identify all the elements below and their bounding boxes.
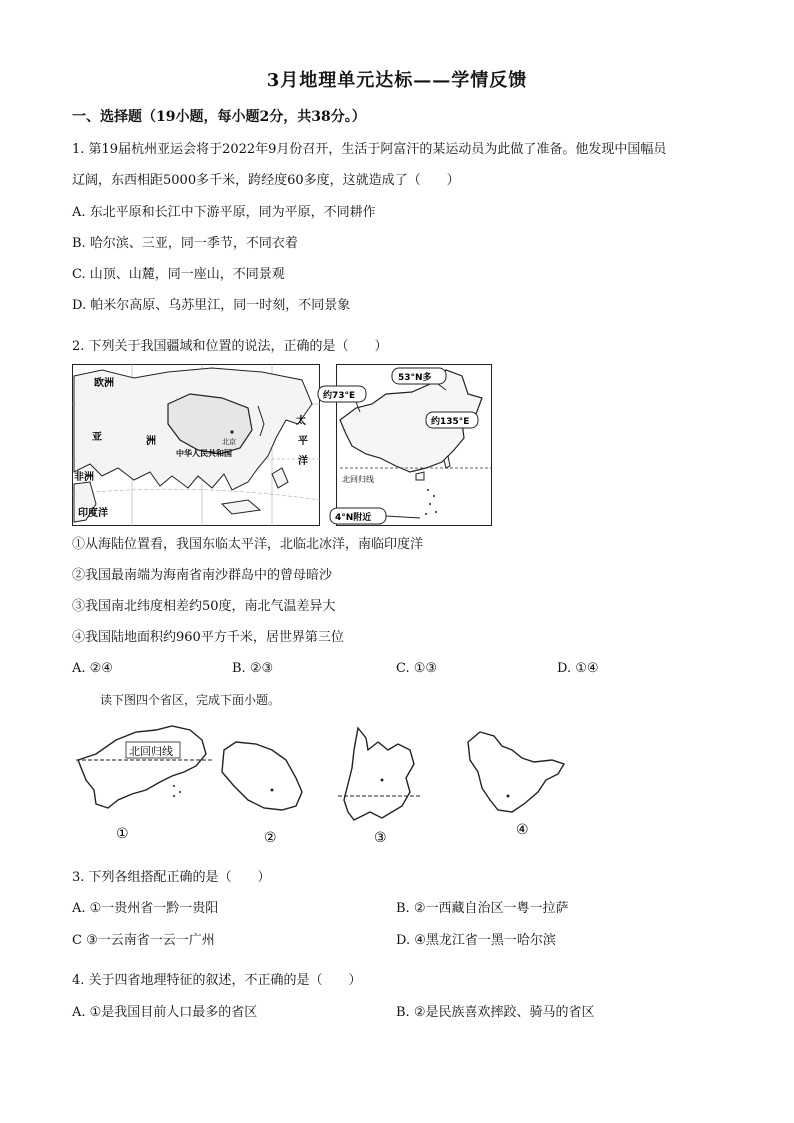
province-outlines — [76, 720, 576, 850]
callout-73e: 约73°E — [323, 391, 356, 401]
q4-stem: 4. 关于四省地理特征的叙述，不正确的是（ ） — [72, 973, 362, 988]
map-label-yang: 洋 — [298, 456, 308, 467]
province-3-number: ③ — [374, 830, 387, 846]
q1-stem-line2: 辽阔，东西相距5000多千米，跨经度60多度，这就造成了（ ） — [72, 173, 460, 188]
q1-option-c: C. 山顶、山麓，同一座山，不同景观 — [72, 267, 285, 282]
q2-option-c: C. ①③ — [396, 661, 438, 676]
map-label-europe: 欧洲 — [94, 378, 114, 389]
q2-option-d: D. ①④ — [557, 661, 599, 676]
q2-statement-2: ②我国最南端为海南省南沙群岛中的曾母暗沙 — [72, 568, 333, 583]
q2-stem: 2. 下列关于我国疆域和位置的说法，正确的是（ ） — [72, 339, 388, 354]
map-label-beijing: 北京 — [222, 438, 236, 446]
q4-option-a: A. ①是我国目前人口最多的省区 — [72, 1005, 258, 1020]
province-1-number: ① — [116, 826, 129, 842]
q1-option-a: A. 东北平原和长江中下游平原，同为平原，不同耕作 — [72, 205, 376, 220]
q1-option-d: D. 帕米尔高原、乌苏里江，同一时刻，不同景象 — [72, 298, 351, 313]
map-label-tai: 太 — [296, 416, 306, 427]
label-tropic-of-cancer: 北回归线 — [342, 475, 374, 484]
map-label-ya: 亚 — [92, 432, 102, 443]
section-heading: 一、选择题（19小题，每小题2分，共38分。） — [72, 109, 366, 125]
q3-option-c: C ③一云南省一云一广州 — [72, 933, 215, 948]
q3-option-a: A. ①一贵州省一黔一贵阳 — [72, 901, 219, 916]
map-label-prc: 中华人民共和国 — [176, 449, 232, 458]
province-4-number: ④ — [516, 822, 529, 838]
callout-53n: 53°N多 — [398, 373, 432, 383]
province-2-outline — [222, 742, 302, 846]
asia-location-map — [72, 364, 320, 526]
china-extent-map — [316, 364, 492, 526]
q3-stem: 3. 下列各组搭配正确的是（ ） — [72, 870, 271, 885]
q2-option-a: A. ②④ — [72, 661, 113, 676]
q2-statement-1: ①从海陆位置看，我国东临太平洋，北临北冰洋，南临印度洋 — [72, 537, 424, 552]
province-3-outline — [338, 728, 422, 846]
map-label-ping: 平 — [298, 436, 308, 447]
q2-option-b: B. ②③ — [232, 661, 274, 676]
province-4-outline — [468, 732, 564, 838]
map-label-zhou: 洲 — [146, 436, 156, 447]
reading-intro: 读下图四个省区，完成下面小题。 — [100, 693, 281, 707]
q2-statement-4: ④我国陆地面积约960平方千米，居世界第三位 — [72, 630, 344, 645]
label-tropic-province: 北回归线 — [129, 745, 173, 758]
q4-option-b: B. ②是民族喜欢摔跤、骑马的省区 — [396, 1005, 595, 1020]
q3-option-d: D. ④黑龙江省一黑一哈尔滨 — [396, 933, 556, 948]
province-2-number: ② — [264, 830, 277, 846]
q1-option-b: B. 哈尔滨、三亚，同一季节，不同衣着 — [72, 236, 298, 251]
callout-135e: 约135°E — [431, 417, 470, 427]
callout-4n: 4°N附近 — [335, 513, 372, 523]
q1-stem-line1: 1. 第19届杭州亚运会将于2022年9月份召开，生活于阿富汗的某运动员为此做了准备。他发现中国幅员 — [72, 142, 667, 157]
page-title: 3月地理单元达标——学情反馈 — [266, 70, 528, 91]
province-1-outline — [76, 726, 212, 842]
map-label-indian-ocean: 印度洋 — [78, 508, 108, 519]
q2-statement-3: ③我国南北纬度相差约50度，南北气温差异大 — [72, 599, 336, 614]
map-label-africa: 非洲 — [74, 472, 94, 483]
q3-option-b: B. ②一西藏自治区一粤一拉萨 — [396, 901, 569, 916]
